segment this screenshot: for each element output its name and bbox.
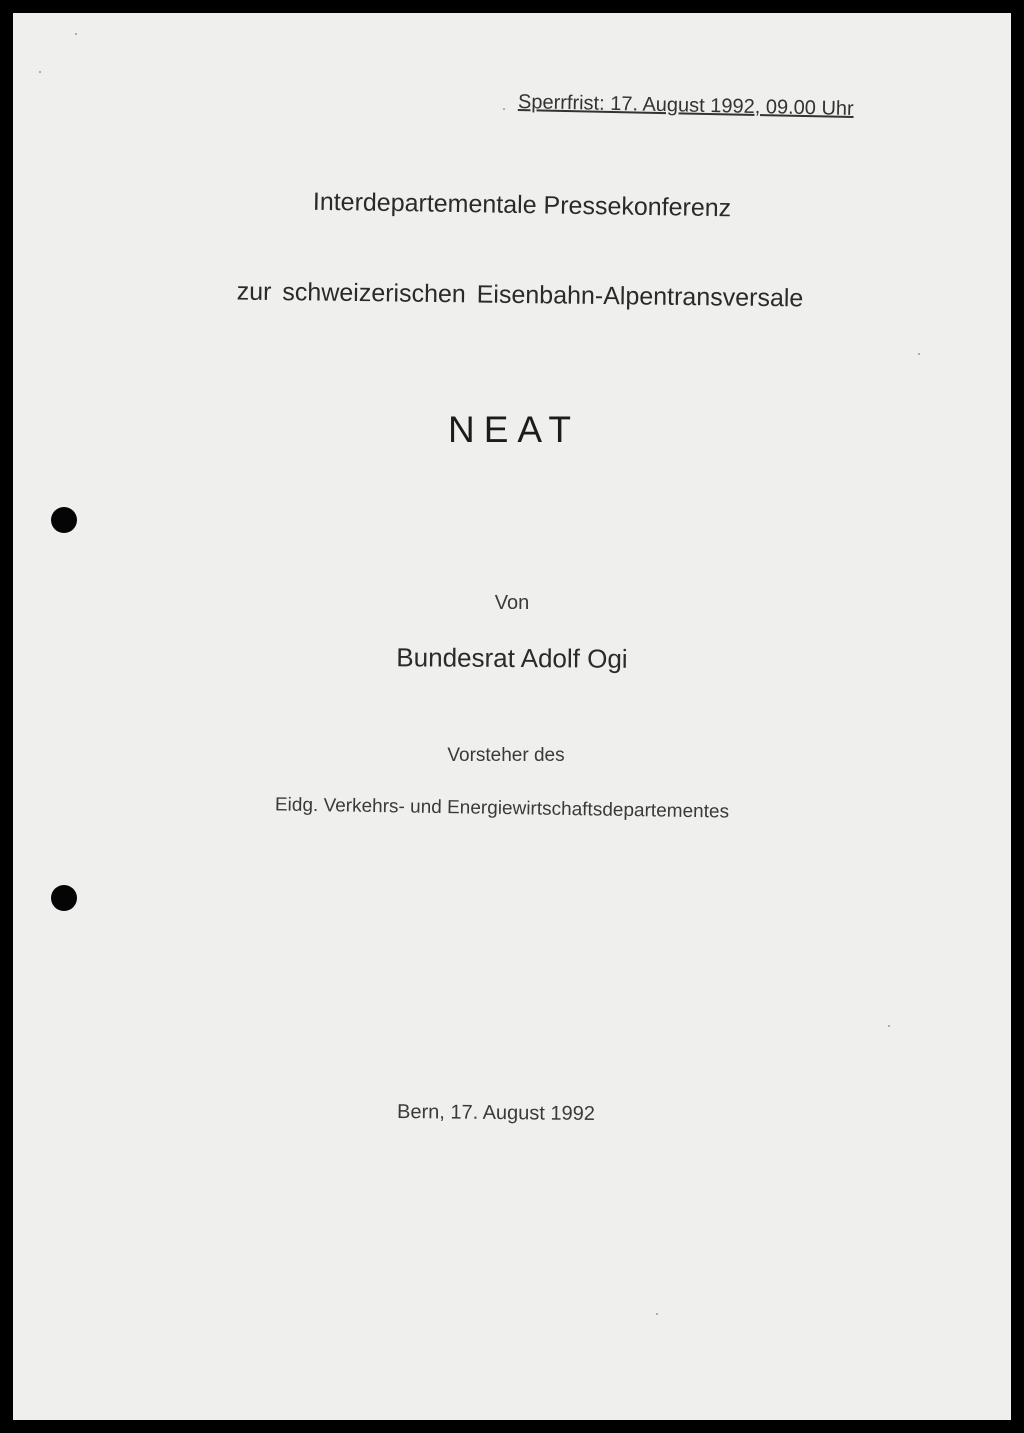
scan-speck bbox=[888, 1025, 890, 1027]
von-label: Von bbox=[494, 592, 530, 614]
role-line-2: Eidg. Verkehrs- und Energiewirtschaftsdepartementes bbox=[274, 794, 730, 823]
document-page bbox=[13, 13, 1011, 1420]
punch-hole bbox=[51, 885, 77, 911]
scan-speck bbox=[656, 1313, 658, 1315]
project-name: NEAT bbox=[448, 409, 580, 450]
title-line-2: zur schweizerischen Eisenbahn-Alpentransversale bbox=[236, 277, 804, 313]
author-name: Bundesrat Adolf Ogi bbox=[396, 642, 628, 674]
title-line-1: Interdepartementale Pressekonferenz bbox=[312, 187, 732, 223]
scan-speck bbox=[918, 353, 920, 355]
role-line-1: Vorsteher des bbox=[447, 745, 565, 766]
scan-speck bbox=[503, 108, 505, 110]
place-date: Bern, 17. August 1992 bbox=[396, 1100, 596, 1126]
embargo-notice: Sperrfrist: 17. August 1992, 09.00 Uhr bbox=[517, 91, 854, 121]
scan-speck bbox=[39, 71, 41, 73]
scan-speck bbox=[75, 33, 77, 35]
punch-hole bbox=[51, 507, 77, 533]
